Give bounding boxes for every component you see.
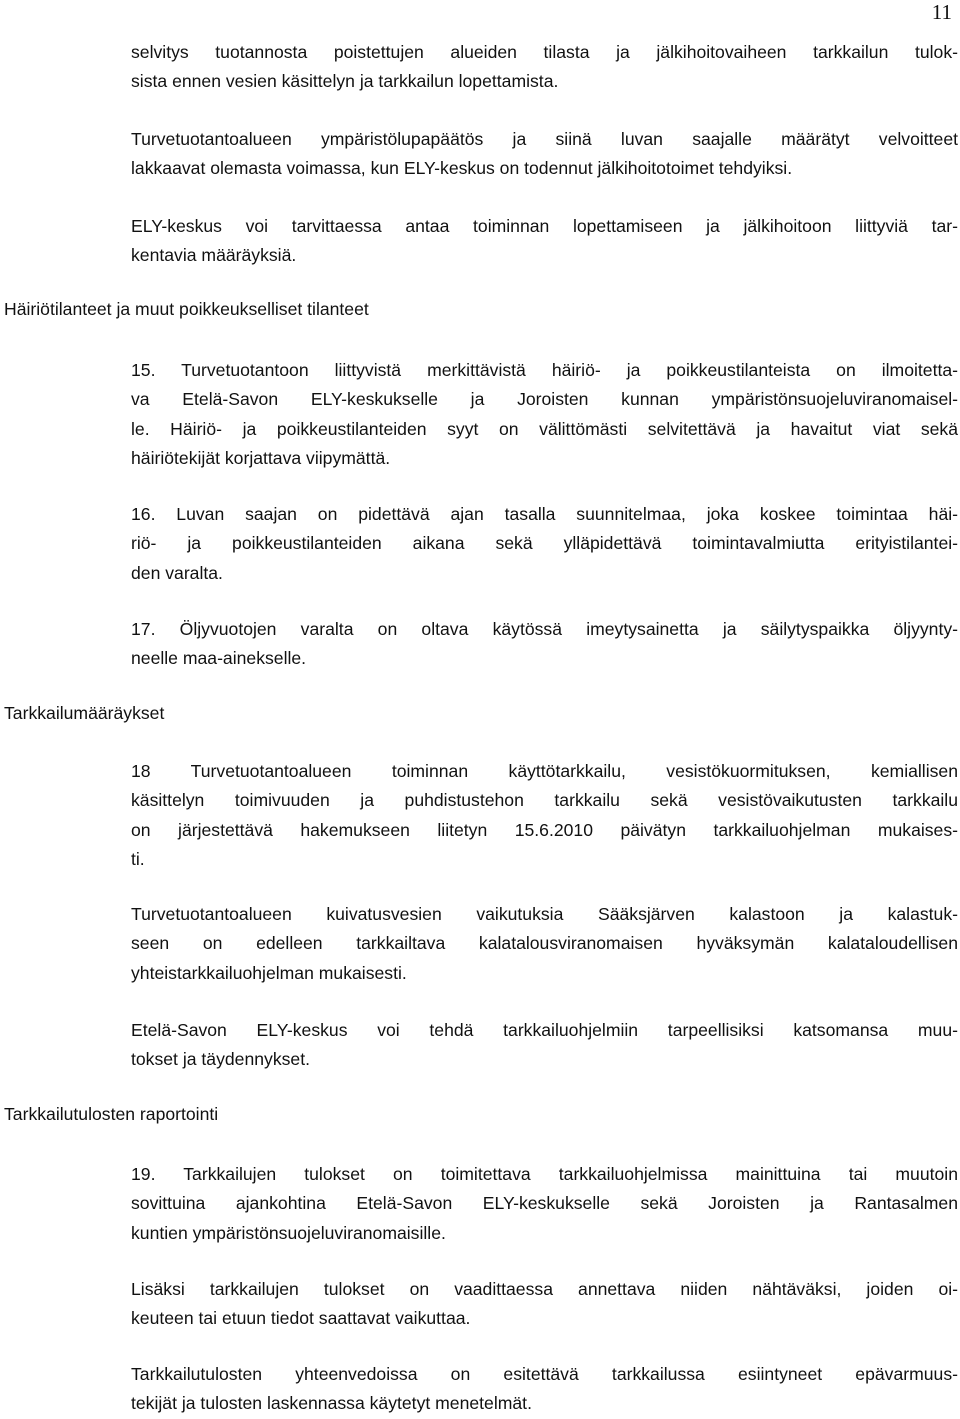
text-line: sista ennen vesien käsittelyn ja tarkkailun lopettamista. (131, 71, 559, 92)
text-line: ELY-keskus voi tarvittaessa antaa toiminnan lopettamiseen ja jälkihoitoon liittyviä tar- (131, 216, 958, 236)
text-line: tokset ja täydennykset. (131, 1049, 310, 1070)
paragraph-item-15 (131, 356, 958, 473)
text-line: va Etelä-Savon ELY-keskukselle ja Joroisten kunnan ympäristönsuojeluviranomaisel- (131, 389, 958, 410)
text-line: häiriötekijät korjattava viipymättä. (131, 447, 391, 468)
paragraph-item-17 (131, 615, 958, 674)
text-line: riö- ja poikkeustilanteiden aikana sekä ylläpidettävä toimintavalmiutta erityistilantei- (131, 533, 958, 554)
text-line: neelle maa-ainekselle. (131, 648, 307, 669)
text-line: Turvetuotantoalueen ympäristölupapäätös ja siinä luvan saajalle määrätyt velvoitteet (131, 129, 958, 149)
text-line: Etelä-Savon ELY-keskus voi tehdä tarkkailuohjelmiin tarpeellisiksi katsomansa muu- (131, 1020, 958, 1040)
text-line: kentavia määräyksiä. (131, 245, 297, 266)
paragraph-ely-maaraykset (131, 212, 958, 271)
text-line: Lisäksi tarkkailujen tulokset on vaadittaessa annettava niiden nähtäväksi, joiden oi- (131, 1279, 958, 1299)
section-heading-tarkkailumaaraykset: Tarkkailumääräykset (4, 703, 165, 723)
text-line: 19. Tarkkailujen tulokset on toimitettava tarkkailuohjelmissa mainittuina tai muutoin (131, 1164, 958, 1184)
text-line: käsittelyn toimivuuden ja puhdistustehon tarkkailu sekä vesistövaikutusten tarkkailu (131, 790, 958, 811)
paragraph-item-19 (131, 1160, 958, 1248)
text-line: Tarkkailutulosten yhteenvedoissa on esitettävä tarkkailussa esiintyneet epävarmuus- (131, 1364, 958, 1384)
page-number: 11 (931, 0, 952, 24)
text-line: lakkaavat olemasta voimassa, kun ELY-keskus on todennut jälkihoitotoimet tehdyiksi. (131, 158, 793, 179)
paragraph-epavarmuustekijat (131, 1360, 958, 1419)
paragraph-tulosten-nahtavyys (131, 1275, 958, 1334)
section-heading-tarkkailutulosten-raportointi: Tarkkailutulosten raportointi (4, 1104, 219, 1124)
paragraph-ohjelma-muutokset (131, 1016, 958, 1075)
text-line: 16. Luvan saajan on pidettävä ajan tasalla suunnitelmaa, joka koskee toimintaa häi- (131, 504, 958, 524)
text-line: 18 Turvetuotantoalueen toiminnan käyttötarkkailu, vesistökuormituksen, kemiallisen (131, 761, 958, 781)
text-line: keuteen tai etuun tiedot saattavat vaikuttaa. (131, 1308, 471, 1329)
text-line: selvitys tuotannosta poistettujen alueiden tilasta ja jälkihoitovaiheen tarkkailun tulok- (131, 42, 958, 62)
text-line: Turvetuotantoalueen kuivatusvesien vaikutuksia Sääksjärven kalastoon ja kalastuk- (131, 904, 958, 924)
text-line: kuntien ympäristönsuojeluviranomaisille. (131, 1222, 446, 1243)
text-line: yhteistarkkailuohjelman mukaisesti. (131, 962, 407, 983)
text-line: ti. (131, 848, 145, 869)
text-line: 15. Turvetuotantoon liittyvistä merkittävistä häiriö- ja poikkeustilanteista on ilmoitetta- (131, 360, 958, 380)
paragraph-jalkihoito-selvitys (131, 38, 958, 97)
text-line: on järjestettävä hakemukseen liitetyn 15.6.2010 päivätyn tarkkailuohjelman mukaises- (131, 819, 958, 840)
text-line: tekijät ja tulosten laskennassa käytetyt menetelmät. (131, 1393, 532, 1414)
text-line: sovittuina ajankohtina Etelä-Savon ELY-keskukselle sekä Joroisten ja Rantasalmen (131, 1193, 958, 1214)
paragraph-item-18 (131, 757, 958, 874)
paragraph-lupa-velvoitteet (131, 125, 958, 184)
paragraph-item-16 (131, 500, 958, 588)
text-line: 17. Öljyvuotojen varalta on oltava käytössä imeytysainetta ja säilytyspaikka öljyynty- (131, 619, 958, 639)
text-line: den varalta. (131, 562, 223, 583)
text-line: le. Häiriö- ja poikkeustilanteiden syyt on välittömästi selvitettävä ja havaitut viat sekä (131, 418, 958, 439)
section-heading-hairiotilanteet: Häiriötilanteet ja muut poikkeukselliset tilanteet (4, 299, 369, 319)
paragraph-kalasto-tarkkailu (131, 900, 958, 988)
text-line: seen on edelleen tarkkailtava kalatalousviranomaisen hyväksymän kalataloudellisen (131, 933, 958, 954)
